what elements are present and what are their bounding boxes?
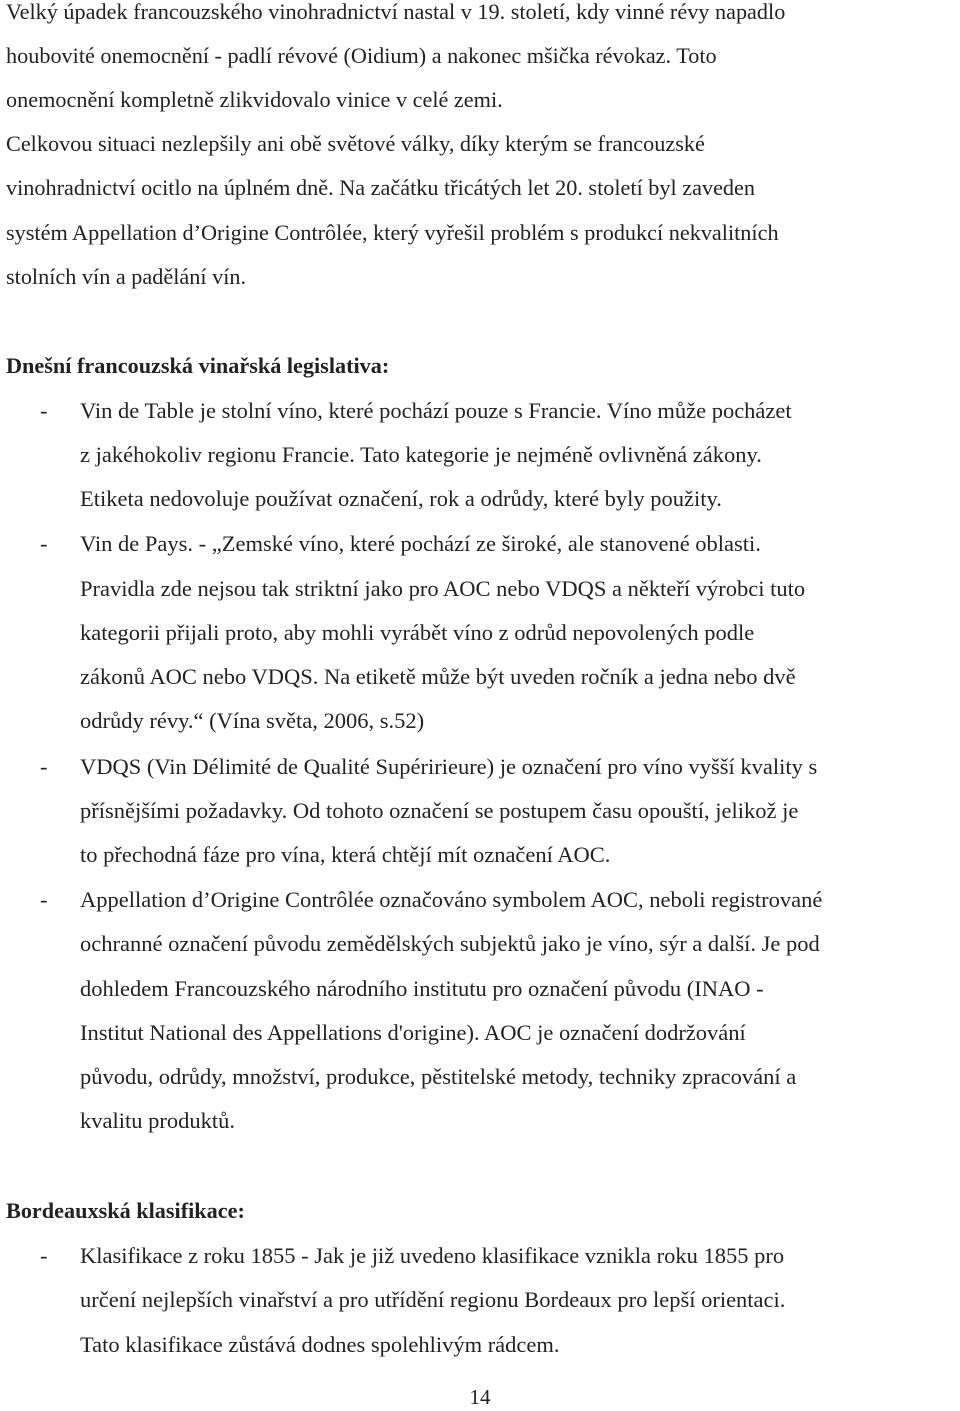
list-bullet: - [40,398,48,423]
section-heading-legislation: Dnešní francouzská vinařská legislativa: [6,353,390,378]
list-item-line: Klasifikace z roku 1855 - Jak je již uvedeno klasifikace vznikla roku 1855 pro [80,1243,785,1268]
list-item-line: původu, odrůdy, množství, produkce, pěstitelské metody, techniky zpracování a [80,1064,797,1089]
list-item-line: Vin de Table je stolní víno, které pochází pouze s Francie. Víno může pocházet [80,398,792,423]
list-item-line: Appellation d’Origine Contrôlée označováno symbolem AOC, neboli registrované [80,887,823,912]
list-item-line: Vin de Pays. - „Zemské víno, které pochází ze široké, ale stanovené oblasti. [80,531,761,556]
intro-line: Velký úpadek francouzského vinohradnictví nastal v 19. století, kdy vinné révy napadlo [6,0,786,24]
intro-line: houbovité onemocnění - padlí révové (Oidium) a nakonec mšička révokaz. Toto [6,43,717,68]
list-item-line: z jakéhokoliv regionu Francie. Tato kategorie je nejméně ovlivněná zákony. [80,442,762,467]
list-bullet: - [40,754,48,779]
intro-line: vinohradnictví ocitlo na úplném dně. Na začátku třicátých let 20. století byl zaveden [6,175,756,200]
list-item-line: Etiketa nedovoluje používat označení, rok a odrůdy, které byly použity. [80,486,722,511]
intro-line: onemocnění kompletně zlikvidovalo vinice v celé zemi. [6,87,503,112]
intro-line: stolních vín a padělání vín. [6,264,247,289]
list-item-line: VDQS (Vin Délimité de Qualité Supéririeure) je označení pro víno vyšší kvality s [80,754,818,779]
list-item-line: Institut National des Appellations d'origine). AOC je označení dodržování [80,1020,746,1045]
section-heading-bordeaux: Bordeauxská klasifikace: [6,1198,245,1223]
intro-line: Celkovou situaci nezlepšily ani obě světové války, díky kterým se francouzské [6,131,705,156]
list-item-line: kategorii přijali proto, aby mohli vyrábět víno z odrůd nepovolených podle [80,620,755,645]
intro-line: systém Appellation d’Origine Contrôlée, který vyřešil problém s produkcí nekvalitních [6,220,779,245]
list-item-line: kvalitu produktů. [80,1108,235,1133]
list-bullet: - [40,531,48,556]
list-item-line: odrůdy révy.“ (Vína světa, 2006, s.52) [80,708,425,733]
list-bullet: - [40,1243,48,1268]
list-item-line: Tato klasifikace zůstává dodnes spolehlivým rádcem. [80,1332,560,1357]
list-item-line: přísnějšími požadavky. Od tohoto označení se postupem času opouští, jelikož je [80,798,799,823]
list-item-line: určení nejlepších vinařství a pro utřídění regionu Bordeaux pro lepší orientaci. [80,1287,786,1312]
list-item-line: Pravidla zde nejsou tak striktní jako pro AOC nebo VDQS a někteří výrobci tuto [80,576,806,601]
page-number: 14 [469,1385,491,1409]
list-item-line: ochranné označení původu zemědělských subjektů jako je víno, sýr a další. Je pod [80,931,820,956]
list-item-line: dohledem Francouzského národního institutu pro označení původu (INAO - [80,976,764,1001]
list-item-line: to přechodná fáze pro vína, která chtějí mít označení AOC. [80,842,611,867]
list-bullet: - [40,887,48,912]
list-item-line: zákonů AOC nebo VDQS. Na etiketě může být uveden ročník a jedna nebo dvě [80,664,796,689]
